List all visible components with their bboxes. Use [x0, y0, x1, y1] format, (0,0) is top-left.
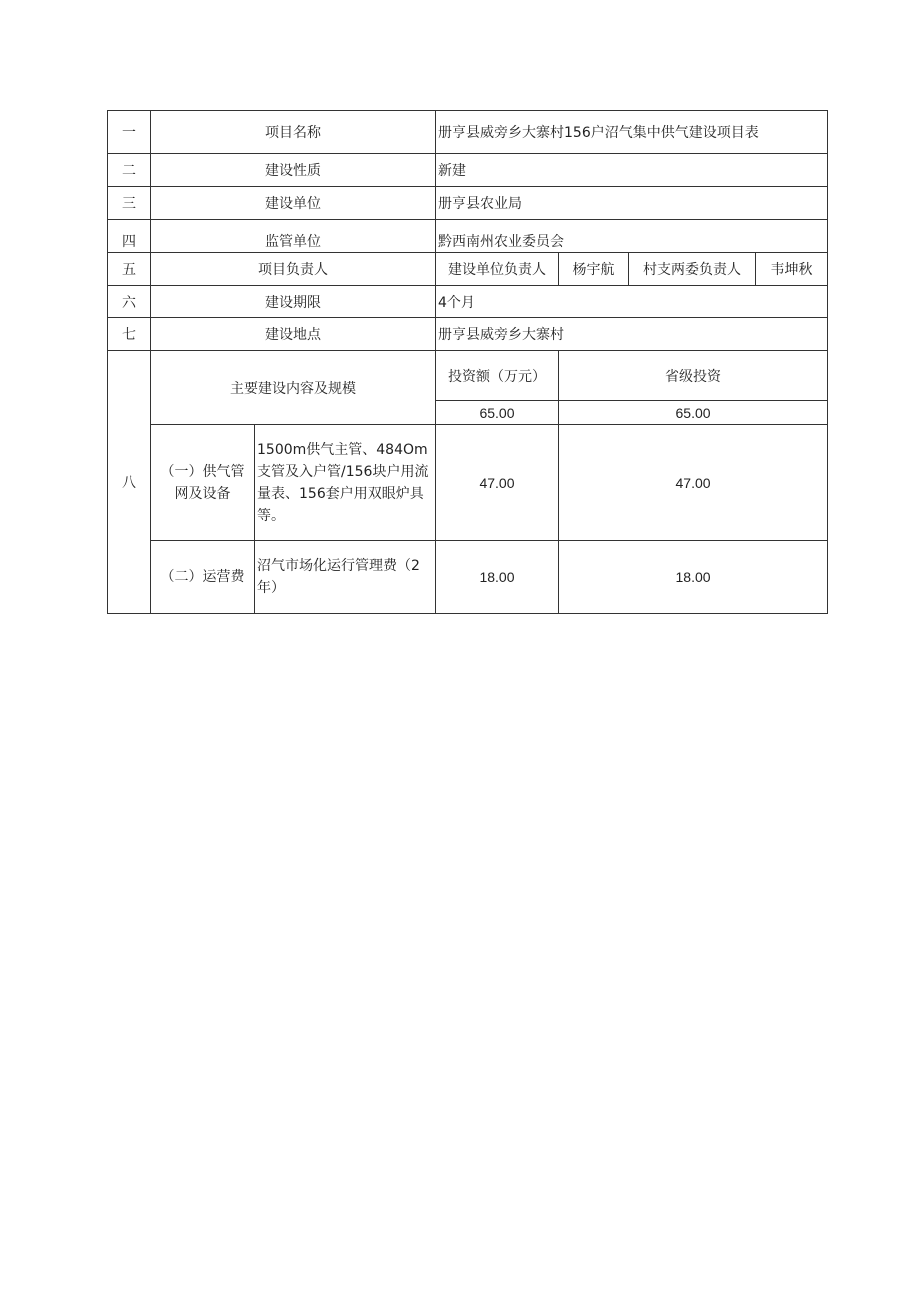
row-location	[108, 318, 828, 351]
row-value: 册亨县威旁乡大寨村156户沼气集中供气建设项目表	[436, 111, 828, 154]
row-index: 三	[108, 187, 151, 220]
unit-responsible-label: 建设单位负责人	[436, 253, 559, 286]
village-responsible-person: 韦坤秋	[756, 253, 828, 286]
provincial-investment-header: 省级投资	[559, 351, 828, 401]
row-supervision-unit	[108, 220, 828, 253]
investment-header: 投资额（万元）	[436, 351, 559, 401]
content-scale-header: 主要建设内容及规模	[151, 351, 436, 425]
item-investment: 18.00	[436, 541, 559, 614]
item-provincial-investment: 18.00	[559, 541, 828, 614]
item-description: 1500m供气主管、484Om支管及入户管/156块户用流量表、156套户用双眼炉具等。	[255, 425, 436, 541]
item-name: （二）运营费	[151, 541, 255, 614]
row-construction-unit	[108, 187, 828, 220]
row-label: 项目负责人	[151, 253, 436, 286]
total-provincial-investment: 65.00	[559, 401, 828, 425]
row-label: 建设地点	[151, 318, 436, 351]
item-investment: 47.00	[436, 425, 559, 541]
section8-index: 八	[108, 351, 151, 614]
total-investment: 65.00	[436, 401, 559, 425]
row-value: 4个月	[436, 286, 828, 318]
row-label: 项目名称	[151, 111, 436, 154]
row-period	[108, 286, 828, 318]
row-index: 六	[108, 286, 151, 318]
item-provincial-investment: 47.00	[559, 425, 828, 541]
row-index: 一	[108, 111, 151, 154]
row-label: 建设性质	[151, 154, 436, 187]
row-label: 监管单位	[151, 220, 436, 253]
row-value: 黔西南州农业委员会	[436, 220, 828, 253]
row-value: 册亨县农业局	[436, 187, 828, 220]
row-project-name	[108, 111, 828, 154]
row-index: 四	[108, 220, 151, 253]
row-label: 建设单位	[151, 187, 436, 220]
item-description: 沼气市场化运行管理费（2年）	[255, 541, 436, 614]
row-value: 册亨县威旁乡大寨村	[436, 318, 828, 351]
row-responsible-person	[108, 253, 828, 286]
item-row	[108, 425, 828, 541]
row-nature	[108, 154, 828, 187]
unit-responsible-person: 杨宇航	[559, 253, 629, 286]
row-value: 新建	[436, 154, 828, 187]
section8-header-row	[108, 351, 828, 401]
row-index: 五	[108, 253, 151, 286]
item-name: （一）供气管网及设备	[151, 425, 255, 541]
row-index: 七	[108, 318, 151, 351]
project-table	[107, 110, 828, 614]
row-index: 二	[108, 154, 151, 187]
item-row	[108, 541, 828, 614]
village-responsible-label: 村支两委负责人	[629, 253, 756, 286]
row-label: 建设期限	[151, 286, 436, 318]
